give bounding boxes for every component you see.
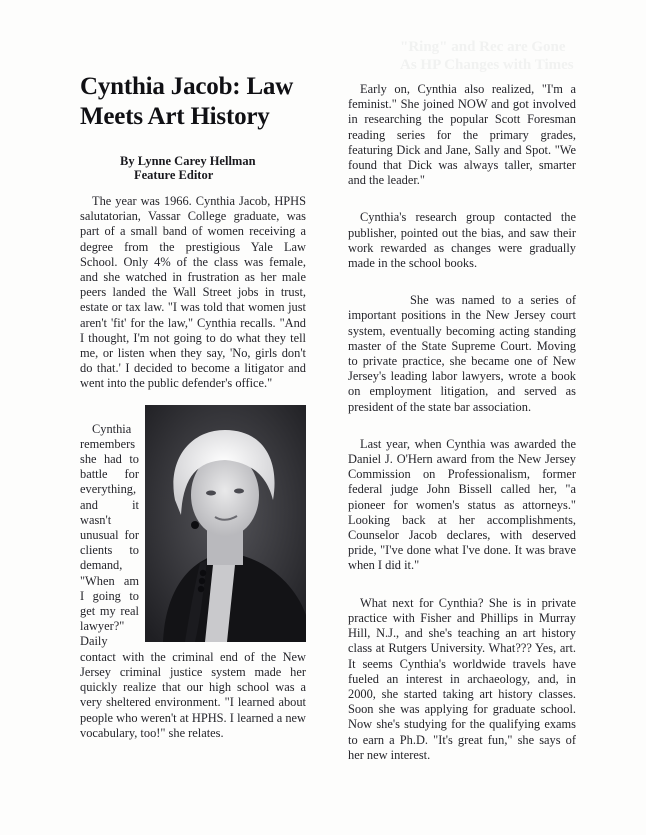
article-paragraph: Early on, Cynthia also realized, "I'm a feminist." She joined NOW and got involved in researching the popular Scott Foresman reading series for the primary grades, featuring Dick and Jane, Sally and Spot. "We found that Dick was always taller, smarter and the leader." xyxy=(348,82,576,188)
article-paragraph: Cynthia's research group contacted the publisher, pointed out the bias, and saw their work rewarded as changes were gradually made in the school books. xyxy=(348,210,576,271)
byline-author: By Lynne Carey Hellman xyxy=(120,154,256,168)
portrait-illustration xyxy=(145,405,306,642)
byline-role: Feature Editor xyxy=(134,168,214,182)
article-column-left xyxy=(80,72,306,741)
article-paragraph: Last year, when Cynthia was awarded the Daniel J. O'Hern award from the New Jersey Commission on Professionalism, former federal judge John Bissell called her, "a pioneer for women's status as attorneys." Looking back at her accomplishments, Counselor Jacob declares, with deserved pride, "I've done what I've done. It was brave when I did it." xyxy=(348,436,576,573)
article-headline: Cynthia Jacob: Law Meets Art History xyxy=(80,73,294,130)
article-column-right xyxy=(348,82,576,763)
reverse-page-bleed-through xyxy=(400,38,620,74)
bleed-through-line: "Ring" and Rec are Gone xyxy=(400,39,566,55)
article-paragraph: Cynthia remembers she had to battle for everything, and it wasn't unusual for clients to demand, "When am I going to get my real lawyer?" Daily contact with the criminal end of the New Jersey criminal justice system made her quickly realize that our high school was a very sheltered environment. "I learned about people who weren't at HPHS. I learned a new vocabulary, too!" she relates. xyxy=(80,421,306,740)
photo-wrap-block xyxy=(80,422,306,741)
bleed-through-line: As HP Changes with Times xyxy=(400,57,574,73)
article-paragraph: The year was 1966. Cynthia Jacob, HPHS salutatorian, Vassar College graduate, was part of a small band of women receiving a degree from the prestigious Yale Law School. Only 4% of the class was female, and she watched in frustration as her male peers landed the Wall Street jobs in trust, estate or tax law. "I was told that women just aren't 'fit' for the law," Cynthia recalls. "And I thought, I'm not going to do what they tell me, or listen when they say, 'No, girls don't do that.' I decided to become a litigator and went into the public defender's office." xyxy=(80,194,306,391)
article-paragraph: She was named to a series of important positions in the New Jersey court system, eventually becoming acting standing master of the State Supreme Court. Moving to private practice, she became one of New Jersey's leading labor lawyers, wrote a book on employment litigation, and served as president of the state bar association. xyxy=(348,293,576,414)
byline xyxy=(80,154,306,182)
article-paragraph: What next for Cynthia? She is in private practice with Fisher and Phillips in Murray Hill, N.J., and she's teaching an art history class at Rutgers University. What??? Yes, art. It seems Cynthia's worldwide travels have fueled an interest in archaeology, and, in 2000, she started taking art history classes. Soon she was applying for graduate school. Now she's studying for the qualifying exams to earn a Ph.D. "It's great fun," she says of her new interest. xyxy=(348,595,576,762)
portrait-photo xyxy=(145,405,306,642)
